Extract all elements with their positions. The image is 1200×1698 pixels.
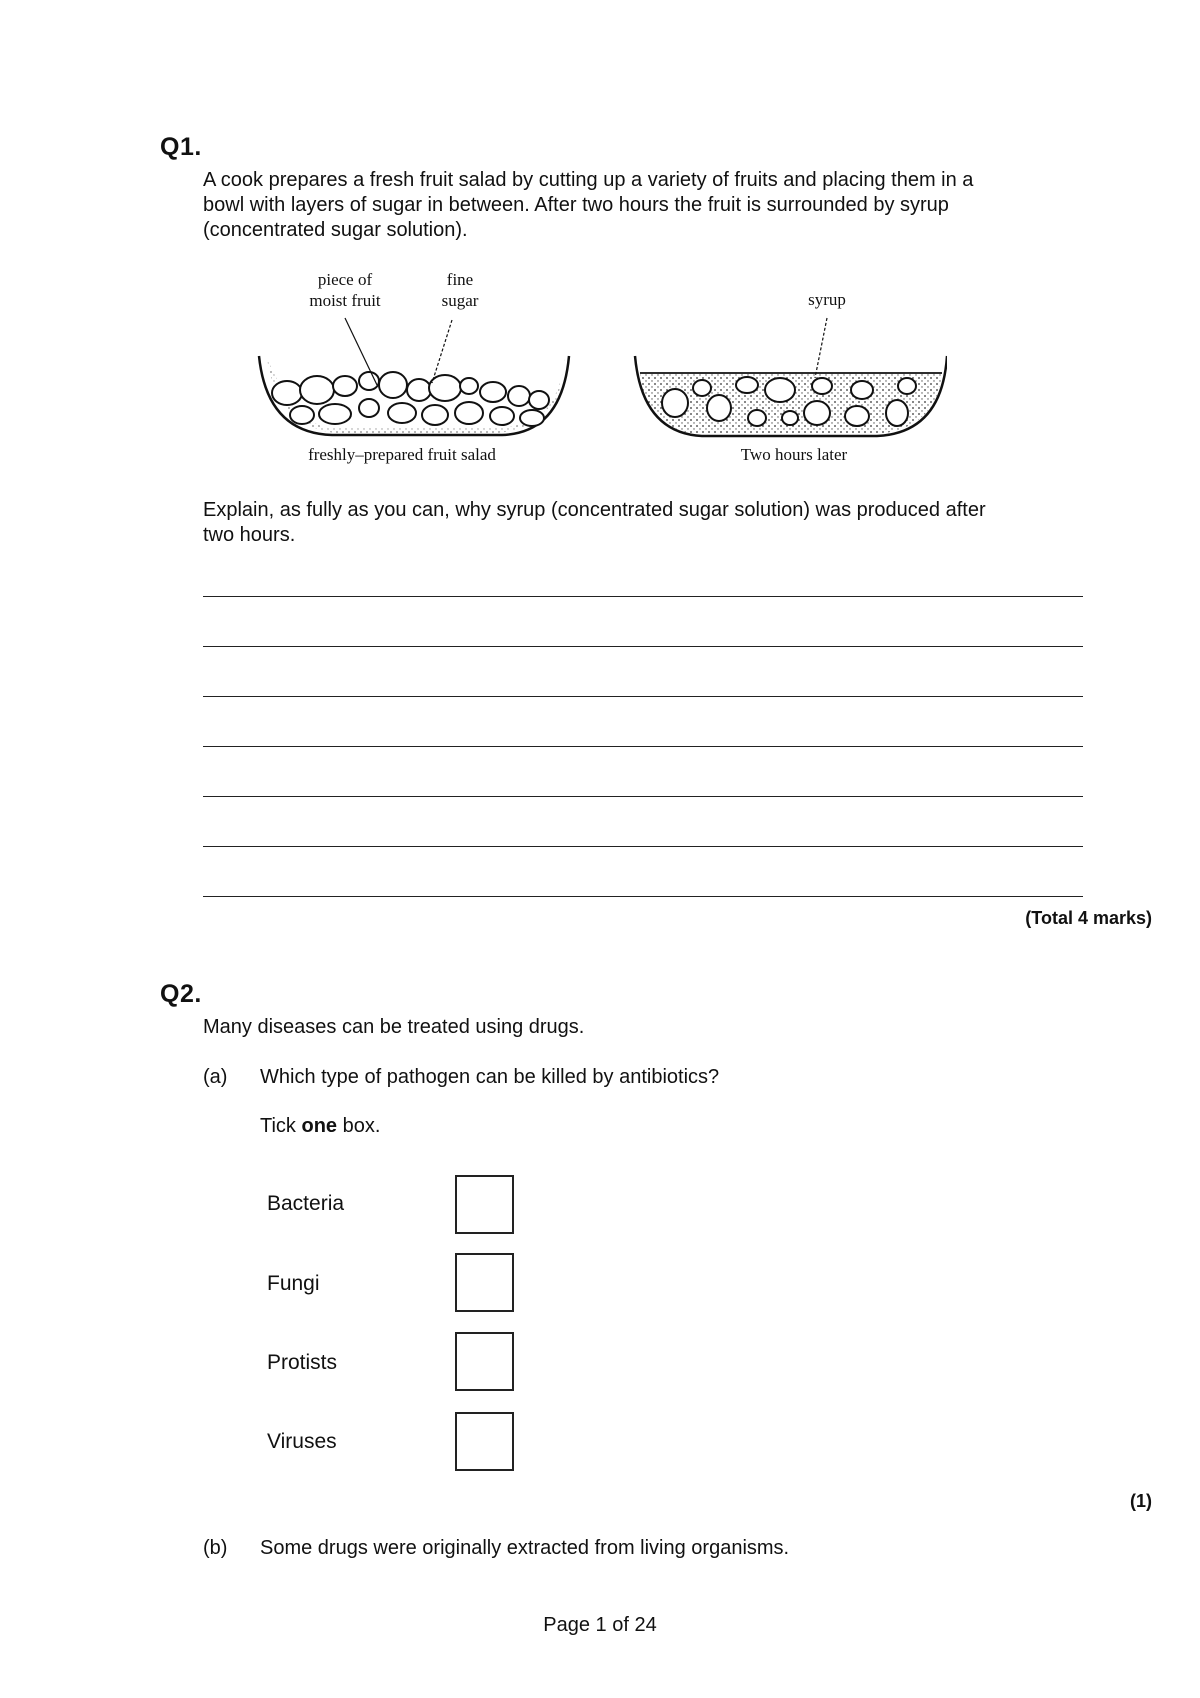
option-bacteria-tickbox[interactable] — [455, 1175, 514, 1234]
left-bowl — [259, 318, 569, 435]
instruction-bold-one: one — [301, 1115, 338, 1137]
option-protists-tickbox[interactable] — [455, 1332, 514, 1391]
option-fungi-label: Fungi — [267, 1272, 320, 1295]
answer-line[interactable] — [203, 596, 1083, 597]
q2a-marks: (1) — [1130, 1491, 1152, 1511]
q1-question-line-1: Explain, as fully as you can, why syrup (concentrated sugar solution) was produced after — [203, 499, 986, 521]
answer-line[interactable] — [203, 646, 1083, 647]
answer-line[interactable] — [203, 846, 1083, 847]
option-fungi-tickbox[interactable] — [455, 1253, 514, 1312]
q1-title: Q1. — [160, 133, 202, 161]
answer-line[interactable] — [203, 896, 1083, 897]
answer-line[interactable] — [203, 696, 1083, 697]
q2a-instruction — [260, 1114, 380, 1139]
q1-intro-line-3: (concentrated sugar solution). — [203, 219, 468, 241]
answer-line[interactable] — [203, 796, 1083, 797]
q2a-question: Which type of pathogen can be killed by antibiotics? — [260, 1066, 720, 1088]
q2b-question: Some drugs were originally extracted from living organisms. — [260, 1537, 790, 1559]
q1-intro-line-1: A cook prepares a fresh fruit salad by cutting up a variety of fruits and placing them in a — [203, 169, 974, 191]
instruction-text-after: box. — [337, 1115, 381, 1137]
page-number: Page 1 of 24 — [543, 1614, 657, 1636]
label-moist-fruit: moist fruit — [309, 291, 381, 310]
caption-two-hours-later: Two hours later — [740, 445, 848, 464]
q1-total-marks: (Total 4 marks) — [1025, 908, 1152, 928]
option-protists-label: Protists — [267, 1351, 338, 1374]
q1-intro-line-2: bowl with layers of sugar in between. After two hours the fruit is surrounded by syrup — [203, 194, 949, 216]
label-sugar: sugar — [441, 291, 479, 310]
fruit-salad-figure — [257, 268, 947, 468]
label-piece-of: piece of — [317, 270, 373, 289]
label-fine: fine — [446, 270, 474, 289]
option-bacteria-label: Bacteria — [267, 1192, 345, 1215]
q1-question — [203, 498, 1103, 548]
q2-intro: Many diseases can be treated using drugs. — [203, 1016, 585, 1038]
option-viruses-tickbox[interactable] — [455, 1412, 514, 1471]
q1-intro — [203, 168, 1103, 243]
q1-question-line-2: two hours. — [203, 524, 296, 546]
q2b-label: (b) — [203, 1537, 228, 1559]
q2-title: Q2. — [160, 980, 202, 1008]
caption-freshly-prepared: freshly–prepared fruit salad — [308, 445, 496, 464]
option-viruses-label: Viruses — [267, 1430, 337, 1453]
answer-line[interactable] — [203, 746, 1083, 747]
fruit-salad-illustration — [257, 268, 947, 468]
instruction-text-before: Tick — [260, 1115, 302, 1137]
right-bowl — [635, 318, 947, 436]
label-syrup: syrup — [808, 290, 846, 309]
q2a-label: (a) — [203, 1066, 228, 1088]
